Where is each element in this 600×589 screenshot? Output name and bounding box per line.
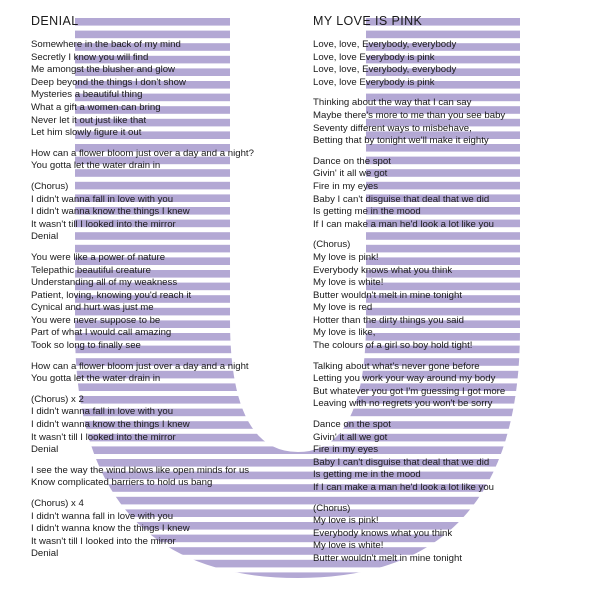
song-my-love-is-pink: [313, 14, 593, 574]
lyric-line: (Chorus): [31, 180, 69, 192]
lyric-line: Letting you work your way around my body: [313, 373, 496, 385]
lyric-line: (Chorus) x 4: [31, 498, 84, 509]
lyric-line: Love, love, Everybody, everybody: [313, 64, 457, 76]
lyric-line: But whatever you got I'm guessing I got more: [313, 385, 506, 397]
song-title-denial: DENIAL: [31, 14, 79, 28]
lyric-line: Dance on the spot: [313, 155, 391, 167]
song-denial: [31, 14, 311, 569]
stanza: [31, 39, 311, 140]
lyric-line: If I can make a man he'd look a lot like you: [313, 482, 495, 493]
lyric-line: Betting that by tonight we'll make it eighty: [313, 135, 489, 147]
lyric-line: My love is white!: [313, 540, 384, 552]
lyric-line: Let him slowly figure it out: [31, 127, 142, 139]
lyric-line: You were never suppose to be: [31, 314, 161, 326]
lyric-line: My love is pink!: [313, 251, 379, 263]
lyric-line: Denial: [31, 231, 59, 243]
lyric-line: Everybody knows what you think: [313, 527, 453, 539]
stanza: [31, 498, 311, 561]
stanza: [313, 503, 593, 566]
lyrics-my-love-is-pink: [313, 39, 593, 566]
lyric-line: Leaving with no regrets you won't be sorry: [313, 398, 493, 410]
lyric-line: Patient, loving, knowing you'd reach it: [31, 289, 192, 301]
lyric-line: My love is red: [313, 302, 373, 314]
lyric-line: Understanding all of my weakness: [31, 277, 178, 289]
lyric-line: (Chorus) x 2: [31, 393, 84, 405]
lyric-line: Love, love, Everybody, everybody: [313, 39, 457, 50]
lyric-line: Me amongst the blusher and glow: [31, 64, 175, 76]
lyric-line: It wasn't till I looked into the mirror: [31, 535, 176, 547]
stanza: [31, 394, 311, 457]
lyric-line: (Chorus): [313, 239, 351, 251]
stanza: [31, 252, 311, 353]
lyric-line: Givin' it all we got: [313, 168, 388, 180]
lyric-line: I didn't wanna know the things I knew: [31, 419, 190, 431]
stanza: [313, 419, 593, 495]
lyric-line: The colours of a girl so boy hold tight!: [313, 340, 473, 352]
lyric-line: Hotter than the dirty things you said: [313, 314, 464, 326]
lyric-line: I didn't wanna know the things I knew: [31, 523, 190, 535]
stanza: [31, 148, 311, 173]
lyric-line: Baby I can't disguise that deal that we did: [313, 193, 490, 205]
lyric-line: Baby I can't disguise that deal that we did: [313, 456, 490, 468]
lyric-line: Secretly I know you will find: [31, 51, 149, 63]
lyric-line: Is getting me in the mood: [313, 469, 421, 481]
lyric-line: Denial: [31, 548, 59, 560]
lyric-line: Took so long to finally see: [31, 340, 141, 352]
lyric-line: How can a flower bloom just over a day and a night?: [31, 147, 254, 159]
lyric-line: Talking about what's never gone before: [313, 360, 480, 372]
lyric-line: Never let it out just like that: [31, 114, 147, 126]
lyric-line: You gotta let the water drain in: [31, 160, 161, 172]
lyric-line: Givin' it all we got: [313, 431, 388, 443]
lyric-line: Butter wouldn't melt in mine tonight: [313, 289, 463, 301]
lyric-line: Fire in my eyes: [313, 180, 379, 192]
song-title-my-love-is-pink: MY LOVE IS PINK: [313, 14, 423, 28]
lyric-line: What a gift a women can bring: [31, 101, 161, 113]
stanza: [31, 361, 311, 386]
lyric-line: Mysteries a beautiful thing: [31, 89, 143, 101]
lyric-line: Butter wouldn't melt in mine tonight: [313, 552, 463, 564]
lyric-line: Deep beyond the things I don't show: [31, 76, 186, 88]
lyric-line: Dance on the spot: [313, 419, 391, 431]
stripe: [0, 585, 600, 589]
lyric-line: My love is white!: [313, 277, 384, 289]
lyric-line: Everybody knows what you think: [313, 264, 453, 276]
lyric-line: If I can make a man he'd look a lot like you: [313, 218, 495, 230]
lyric-line: Love, love Everybody is pink: [313, 76, 435, 88]
lyric-line: I didn't wanna fall in love with you: [31, 193, 174, 205]
lyric-line: I didn't wanna fall in love with you: [31, 406, 174, 418]
lyric-line: (Chorus): [313, 502, 351, 514]
lyric-line: How can a flower bloom just over a day and a night: [31, 360, 249, 372]
lyric-line: Fire in my eyes: [313, 444, 379, 456]
lyric-line: Telepathic beautiful creature: [31, 264, 151, 276]
lyric-line: It wasn't till I looked into the mirror: [31, 431, 176, 443]
lyric-line: Thinking about the way that I can say: [313, 97, 472, 109]
stanza: [31, 465, 311, 490]
stanza: [31, 181, 311, 244]
stanza: [313, 239, 593, 352]
lyric-line: You were like a power of nature: [31, 251, 166, 263]
lyric-line: My love is like,: [313, 327, 376, 339]
lyric-line: Maybe there's more to me than you see baby: [313, 109, 506, 121]
stanza: [313, 97, 593, 147]
lyric-line: It wasn't till I looked into the mirror: [31, 218, 176, 230]
lyric-line: You gotta let the water drain in: [31, 373, 161, 385]
lyric-line: Somewhere in the back of my mind: [31, 39, 181, 50]
lyric-line: Know complicated barriers to hold us bang: [31, 477, 213, 489]
lyric-line: Cynical and hurt was just me: [31, 302, 154, 314]
stanza: [313, 361, 593, 411]
lyric-line: I didn't wanna fall in love with you: [31, 510, 174, 522]
lyric-line: Denial: [31, 444, 59, 456]
stanza: [313, 156, 593, 232]
lyric-line: Seventy different ways to misbehave,: [313, 122, 472, 134]
lyric-line: Part of what I would call amazing: [31, 327, 172, 339]
lyric-line: Is getting me in the mood: [313, 206, 421, 218]
lyric-line: I didn't wanna know the things I knew: [31, 206, 190, 218]
lyric-line: My love is pink!: [313, 515, 379, 527]
lyric-line: Love, love Everybody is pink: [313, 51, 435, 63]
lyrics-denial: [31, 39, 311, 561]
lyric-line: I see the way the wind blows like open minds for us: [31, 464, 250, 476]
stanza: [313, 39, 593, 89]
